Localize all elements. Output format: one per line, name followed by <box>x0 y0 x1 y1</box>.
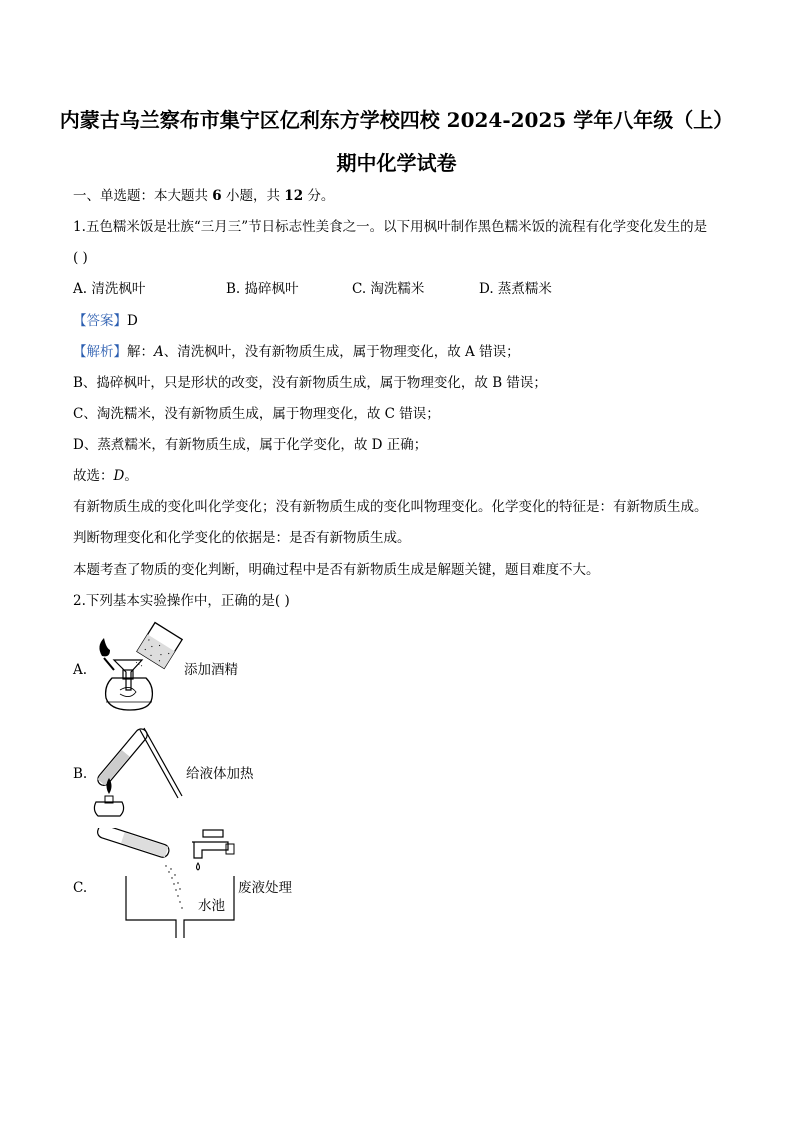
q1-explain-3: 本题考查了物质的变化判断，明确过程中是否有新物质生成是解题关键，题目难度不大。 <box>73 562 600 578</box>
q1-choose <box>73 467 138 485</box>
analysis-letter: A <box>154 344 164 360</box>
analysis-rest: 、清洗枫叶，没有新物质生成，属于物理变化，故 A 错误； <box>163 344 520 360</box>
answer-tag: 【答案】 <box>73 313 127 329</box>
q2-option-c-caption: 废液处理 <box>238 880 292 896</box>
question-count: 6 <box>212 188 222 204</box>
q1-analysis-line-d: D、蒸煮糯米，有新物质生成，属于化学变化，故 D 正确； <box>73 437 428 453</box>
q1-answer <box>73 312 138 330</box>
sink-label: 水池 <box>198 898 225 914</box>
q1-stem: 1.五色糯米饭是壮族“三月三”节日标志性美食之一。以下用枫叶制作黑色糯米饭的流程有化学变化发生的是 <box>73 219 708 235</box>
q1-option-b: B. 捣碎枫叶 <box>226 281 299 297</box>
q2-option-a-caption: 添加酒精 <box>184 662 238 678</box>
q2-option-b-caption: 给液体加热 <box>186 766 254 782</box>
section-heading <box>73 187 334 205</box>
q2-stem: 2.下列基本实验操作中，正确的是( ) <box>73 593 290 609</box>
total-score: 12 <box>284 188 304 204</box>
choose-letter: D <box>113 468 125 484</box>
q1-analysis-line-b: B、捣碎枫叶，只是形状的改变，没有新物质生成，属于物理变化，故 B 错误； <box>73 375 547 391</box>
q1-explain-2: 判断物理变化和化学变化的依据是：是否有新物质生成。 <box>73 530 411 546</box>
waste-liquid-sink-figure <box>90 828 240 943</box>
q1-analysis-first <box>73 343 520 361</box>
alcohol-lamp-filling-figure <box>90 620 185 715</box>
q2-option-b-letter: B. <box>73 766 88 782</box>
section-middle: 小题，共 <box>221 188 285 204</box>
q1-option-d: D. 蒸煮糯米 <box>479 281 552 297</box>
analysis-intro: 解： <box>127 344 154 360</box>
choose-prefix: 故选： <box>73 468 114 484</box>
choose-suffix: 。 <box>124 468 138 484</box>
q2-option-c-letter: C. <box>73 880 88 896</box>
q1-paren: ( ) <box>73 250 88 266</box>
test-tube-heating-figure <box>90 720 190 820</box>
analysis-tag: 【解析】 <box>73 344 127 360</box>
q1-analysis-line-c: C、淘洗糯米，没有新物质生成，属于物理变化，故 C 错误； <box>73 406 440 422</box>
section-prefix: 一、单选题：本大题共 <box>73 188 213 204</box>
q1-option-a: A. 清洗枫叶 <box>73 281 146 297</box>
section-suffix: 分。 <box>303 188 335 204</box>
q2-option-a-letter: A. <box>73 662 88 678</box>
page-title-line1: 内蒙古乌兰察布市集宁区亿利东方学校四校 2024-2025 学年八年级（上） <box>59 108 734 132</box>
q1-explain-1: 有新物质生成的变化叫化学变化；没有新物质生成的变化叫物理变化。化学变化的特征是：有新物质生成。 <box>73 499 708 515</box>
q1-option-c: C. 淘洗糯米 <box>352 281 425 297</box>
answer-value: D <box>127 313 138 329</box>
page-title-line2: 期中化学试卷 <box>336 151 457 175</box>
